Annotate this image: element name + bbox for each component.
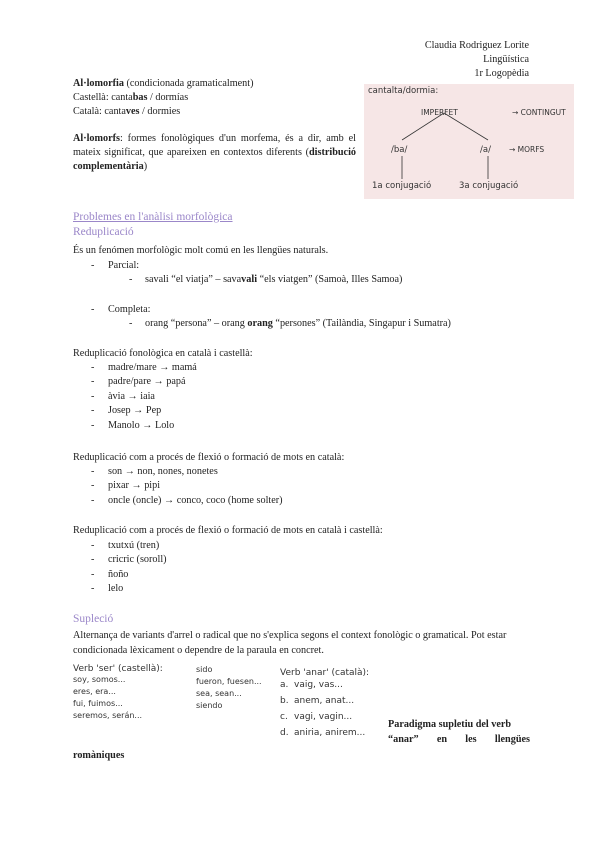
list-item: - txutxú (tren) bbox=[91, 540, 160, 551]
anar-letter: c. bbox=[280, 712, 288, 722]
anar-letter: b. bbox=[280, 696, 289, 706]
ser-form: fueron, fuesen... bbox=[196, 677, 262, 686]
diagram-ba: /ba/ bbox=[391, 145, 408, 155]
anar-text: aniria, anirem... bbox=[294, 728, 366, 738]
header-subject: Lingüística bbox=[483, 54, 529, 65]
diagram-leaf-2: 3a conjugació bbox=[459, 181, 519, 191]
completa-ex-b: orang bbox=[247, 318, 273, 329]
caption-line-3: romàniques bbox=[73, 750, 125, 761]
section-title bbox=[73, 210, 233, 239]
list-item-text: txutxú (tren) bbox=[108, 540, 160, 551]
completa-item: - Completa: bbox=[91, 304, 151, 315]
caption-word: llengües bbox=[494, 733, 530, 745]
completa-ex-c: “persones” (Tailàndia, Singapur i Sumatra) bbox=[272, 318, 451, 329]
castella-rest: / dormías bbox=[147, 92, 189, 103]
diagram-contingut: → CONTINGUT bbox=[512, 108, 566, 117]
ser-title: Verb 'ser' (castellà): bbox=[73, 664, 163, 674]
list-item-text: padre/pare → papá bbox=[108, 376, 186, 388]
caption-word: les bbox=[465, 733, 477, 745]
diagram-a: /a/ bbox=[480, 145, 491, 155]
list-item-text: madre/mare → mamá bbox=[108, 362, 197, 373]
diagram-leaf-1: 1a conjugació bbox=[372, 181, 432, 191]
list-item: - Manolo → Lolo bbox=[91, 419, 175, 431]
reduplicacio-intro: És un fenómen morfològic molt comú en les llengües naturals. bbox=[73, 245, 329, 256]
ser-col2 bbox=[196, 664, 262, 712]
ser-form: seremos, serán... bbox=[73, 711, 143, 720]
ser-form: sea, sean... bbox=[196, 689, 242, 698]
anar-item bbox=[280, 712, 369, 728]
allomorph-diagram bbox=[364, 84, 574, 199]
ser-form: sido bbox=[196, 665, 213, 674]
flexio-both-title: Reduplicació com a procés de flexió o formació de mots en català i castellà: bbox=[73, 525, 383, 536]
list-item: - son → non, nones, nonetes bbox=[91, 466, 218, 477]
parcial-label: Parcial: bbox=[108, 260, 140, 271]
caption-word: en bbox=[436, 733, 448, 745]
list-item-text: àvia → iaia bbox=[108, 390, 155, 402]
anar-title: Verb 'anar' (català): bbox=[280, 668, 370, 678]
ser-form: siendo bbox=[196, 701, 223, 710]
list-item: - lelo bbox=[91, 583, 124, 595]
parcial-item: - Parcial: bbox=[91, 260, 140, 271]
branch-left bbox=[402, 113, 444, 140]
list-item: - padre/pare → papá bbox=[91, 376, 186, 388]
fonologica-title: Reduplicació fonològica en català i castellà: bbox=[73, 348, 253, 359]
parcial-ex-c: “els viatgen” (Samoà, Illes Samoa) bbox=[257, 274, 403, 285]
castella-bold: bas bbox=[132, 92, 148, 103]
alomorfs-bold: distribució complementària bbox=[73, 147, 356, 172]
anar-text: anem, anat... bbox=[294, 696, 355, 706]
branch-right bbox=[444, 113, 488, 140]
alomorfs-term: Al·lomorfs bbox=[73, 133, 120, 144]
catala-rest: / dormies bbox=[139, 106, 181, 117]
anar-item bbox=[280, 696, 369, 712]
flexio-catala-title: Reduplicació com a procés de flexió o formació de mots en català: bbox=[73, 452, 345, 463]
diagram-imperfet: IMPERFET bbox=[421, 108, 458, 117]
supletio-text: Alternança de variants d'arrel o radical que no s'explica segons el context fonològic o gramatical. Pot estar condicionada lèxicament o dependre de la paraula en concret. bbox=[73, 630, 507, 656]
caption-line-1: Paradigma supletiu del verb bbox=[388, 719, 512, 730]
problemes-title: Problemes en l'anàlisi morfològica bbox=[73, 211, 233, 223]
list-item-text: oncle (oncle) → conco, coco (home solter) bbox=[108, 494, 283, 506]
completa-ex-a: orang “persona” – orang bbox=[145, 318, 248, 329]
list-item-text: Josep → Pep bbox=[108, 405, 162, 417]
diagram-morfs: → MORFS bbox=[509, 145, 545, 154]
list-item: - madre/mare → mamá bbox=[91, 362, 197, 373]
alomorfia-block bbox=[73, 77, 356, 174]
fonologica-list bbox=[91, 361, 197, 433]
paradigm-caption bbox=[388, 718, 530, 747]
parcial-ex-a: savali “el viatja” – sava bbox=[145, 274, 242, 285]
list-item: - oncle (oncle) → conco, coco (home solter) bbox=[91, 494, 283, 506]
caption-word: “anar” bbox=[388, 733, 419, 745]
list-item-text: pixar → pipi bbox=[108, 480, 161, 492]
parcial-ex-b: vali bbox=[241, 274, 258, 285]
list-item: - ñoño bbox=[91, 568, 129, 580]
completa-example: - orang “persona” – orang orang “persones” (Tailàndia, Singapur i Sumatra) bbox=[129, 318, 451, 329]
list-item: - cricric (soroll) bbox=[91, 554, 167, 566]
caption-line-2 bbox=[388, 733, 530, 748]
supletio-title: Supleció bbox=[73, 613, 114, 625]
ser-form: fui, fuimos... bbox=[73, 699, 123, 708]
alomorfia-qualifier: (condicionada gramaticalment) bbox=[123, 78, 254, 89]
header-author: Claudia Rodriguez Lorite bbox=[424, 40, 529, 51]
parcial-example: - savali “el viatja” – savavali “els viatgen” (Samoà, Illes Samoa) bbox=[129, 274, 403, 285]
catala-bold: ves bbox=[125, 106, 140, 117]
completa-label: Completa: bbox=[108, 304, 151, 315]
alomorfia-term: Al·lomorfia bbox=[73, 78, 124, 89]
anar-item bbox=[280, 680, 369, 696]
anar-letter: d. bbox=[280, 728, 289, 738]
list-item-text: cricric (soroll) bbox=[108, 554, 167, 566]
list-item-text: Manolo → Lolo bbox=[108, 419, 175, 431]
list-item-text: son → non, nones, nonetes bbox=[108, 466, 218, 477]
diagram-root: cantalta/dormia: bbox=[368, 86, 439, 96]
ser-form: soy, somos... bbox=[73, 675, 126, 684]
verb-anar-box bbox=[280, 668, 369, 744]
alomorfia-title bbox=[73, 77, 356, 91]
anar-letter: a. bbox=[280, 680, 289, 690]
flexio-catala-list bbox=[91, 465, 283, 508]
list-item: - pixar → pipi bbox=[91, 480, 161, 492]
anar-item bbox=[280, 728, 369, 744]
castella-label: Castellà: canta bbox=[73, 92, 133, 103]
reduplicacio-title: Reduplicació bbox=[73, 226, 134, 238]
header bbox=[425, 39, 529, 81]
ser-form: eres, era... bbox=[73, 687, 116, 696]
alomorfia-castella bbox=[73, 91, 356, 105]
flexio-both-list bbox=[91, 539, 167, 597]
anar-text: vaig, vas... bbox=[294, 680, 343, 690]
list-item: - Josep → Pep bbox=[91, 405, 162, 417]
list-item-text: ñoño bbox=[108, 568, 129, 580]
anar-text: vagi, vagin... bbox=[294, 712, 353, 722]
list-item-text: lelo bbox=[108, 583, 124, 595]
alomorfs-end: ) bbox=[143, 161, 148, 172]
header-course: 1r Logopèdia bbox=[474, 68, 529, 79]
alomorfia-catala bbox=[73, 105, 356, 119]
alomorfs-text: : formes fonològiques d'un morfema, és a dir, amb el mateix significat, que apareixen en contextos diferents ( bbox=[73, 133, 356, 158]
alomorfs-definition bbox=[73, 132, 356, 174]
list-item: - àvia → iaia bbox=[91, 390, 155, 402]
catala-label: Català: canta bbox=[73, 106, 126, 117]
